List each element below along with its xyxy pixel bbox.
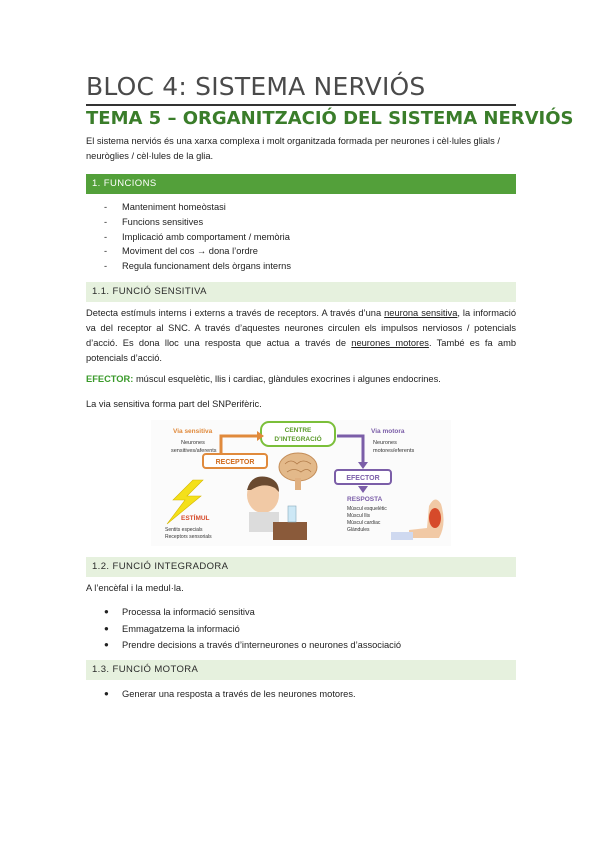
table-icon	[273, 522, 307, 540]
motora-list	[104, 686, 356, 703]
list-item: - Moviment del cos → dona l’ordre	[104, 246, 258, 257]
svg-text:Sentits especials: Sentits especials	[165, 527, 203, 533]
link-neurona-sensitiva: neurona sensitiva	[384, 308, 458, 318]
via-sensitiva-label: Via sensitiva	[173, 428, 213, 435]
arrow-motor	[337, 436, 363, 462]
svg-text:RECEPTOR: RECEPTOR	[215, 459, 255, 466]
list-item: ● Prendre decisions a través d’interneurones o neurones d’associació	[104, 640, 402, 650]
list-item: - Funcions sensitives	[104, 216, 204, 227]
link-neurones-motores: neurones motores	[351, 338, 429, 348]
brain-icon	[279, 453, 317, 481]
via-paragraph: La via sensitiva forma part del SNPerifèric.	[86, 399, 262, 409]
svg-text:Múscul esquelètic: Múscul esquelètic	[347, 506, 387, 512]
section-heading-integradora: 1.2. FUNCIÓ INTEGRADORA	[86, 557, 516, 577]
svg-text:D’INTEGRACIÓ: D’INTEGRACIÓ	[274, 436, 322, 443]
sensory-pathway-diagram	[151, 420, 451, 546]
svg-text:Neurones: Neurones	[181, 440, 205, 446]
tema-title: TEMA 5 – ORGANITZACIÓ DEL SISTEMA NERVIÓS	[86, 104, 516, 129]
svg-text:Glàndules: Glàndules	[347, 527, 370, 533]
list-item: ● Processa la informació sensitiva	[104, 607, 255, 617]
svg-text:RESPOSTA: RESPOSTA	[347, 496, 383, 503]
svg-text:sensitives/aferents: sensitives/aferents	[171, 448, 217, 454]
funcions-list	[104, 200, 291, 274]
integradora-text: A l’encèfal i la medul·la.	[86, 583, 184, 593]
svg-text:CENTRE: CENTRE	[284, 427, 312, 434]
svg-text:Via motora: Via motora	[371, 428, 405, 435]
section-heading-motora: 1.3. FUNCIÓ MOTORA	[86, 660, 516, 680]
sensitiva-paragraph: Detecta estímuls interns i externs a través de receptors. A través d’una neurona sensitiva, la informació va del receptor al SNC. A través d’aquestes neurones circulen els impulsos nerviosos / potencials d’acció. Es dona lloc una resposta que actua a través de neurones motores. També es fa amb potencials d’acció.	[86, 308, 517, 363]
bloc-title: BLOC 4: SISTEMA NERVIÓS	[86, 72, 426, 101]
list-item: - Implicació amb comportament / memòria	[104, 231, 290, 242]
integradora-list	[104, 604, 401, 654]
svg-text:Receptors sensorials: Receptors sensorials	[165, 534, 212, 540]
list-item: ● Emmagatzema la informació	[104, 623, 240, 634]
svg-text:Neurones: Neurones	[373, 440, 397, 446]
arrow-sensitive	[221, 436, 257, 454]
list-item: ● Generar una resposta a través de les neurones motores.	[104, 689, 356, 699]
list-item: - Regula funcionament dels òrgans interns	[104, 261, 291, 272]
svg-text:EFECTOR: EFECTOR	[346, 475, 380, 482]
diagram-svg	[151, 420, 451, 546]
svg-text:ESTÍMUL: ESTÍMUL	[181, 515, 210, 522]
section-heading-funcions: 1. FUNCIONS	[86, 174, 516, 194]
section-heading-sensitiva: 1.1. FUNCIÓ SENSITIVA	[86, 282, 516, 302]
glass-icon	[288, 506, 296, 522]
svg-text:Múscul llis: Múscul llis	[347, 513, 371, 519]
svg-text:motores/eferents: motores/eferents	[373, 448, 415, 454]
svg-text:Múscul cardiac: Múscul cardiac	[347, 520, 381, 526]
list-item: - Manteniment homeòstasi	[104, 202, 226, 212]
intro-paragraph: El sistema nerviós és una xarxa complexa i molt organitzada formada per neurones i cèl·lules glials / neuròglies / cèl·lules de la glia.	[86, 136, 500, 161]
efector-paragraph: EFECTOR: múscul esquelètic, llis i cardiac, glàndules exocrines i algunes endocrines.	[86, 374, 441, 384]
